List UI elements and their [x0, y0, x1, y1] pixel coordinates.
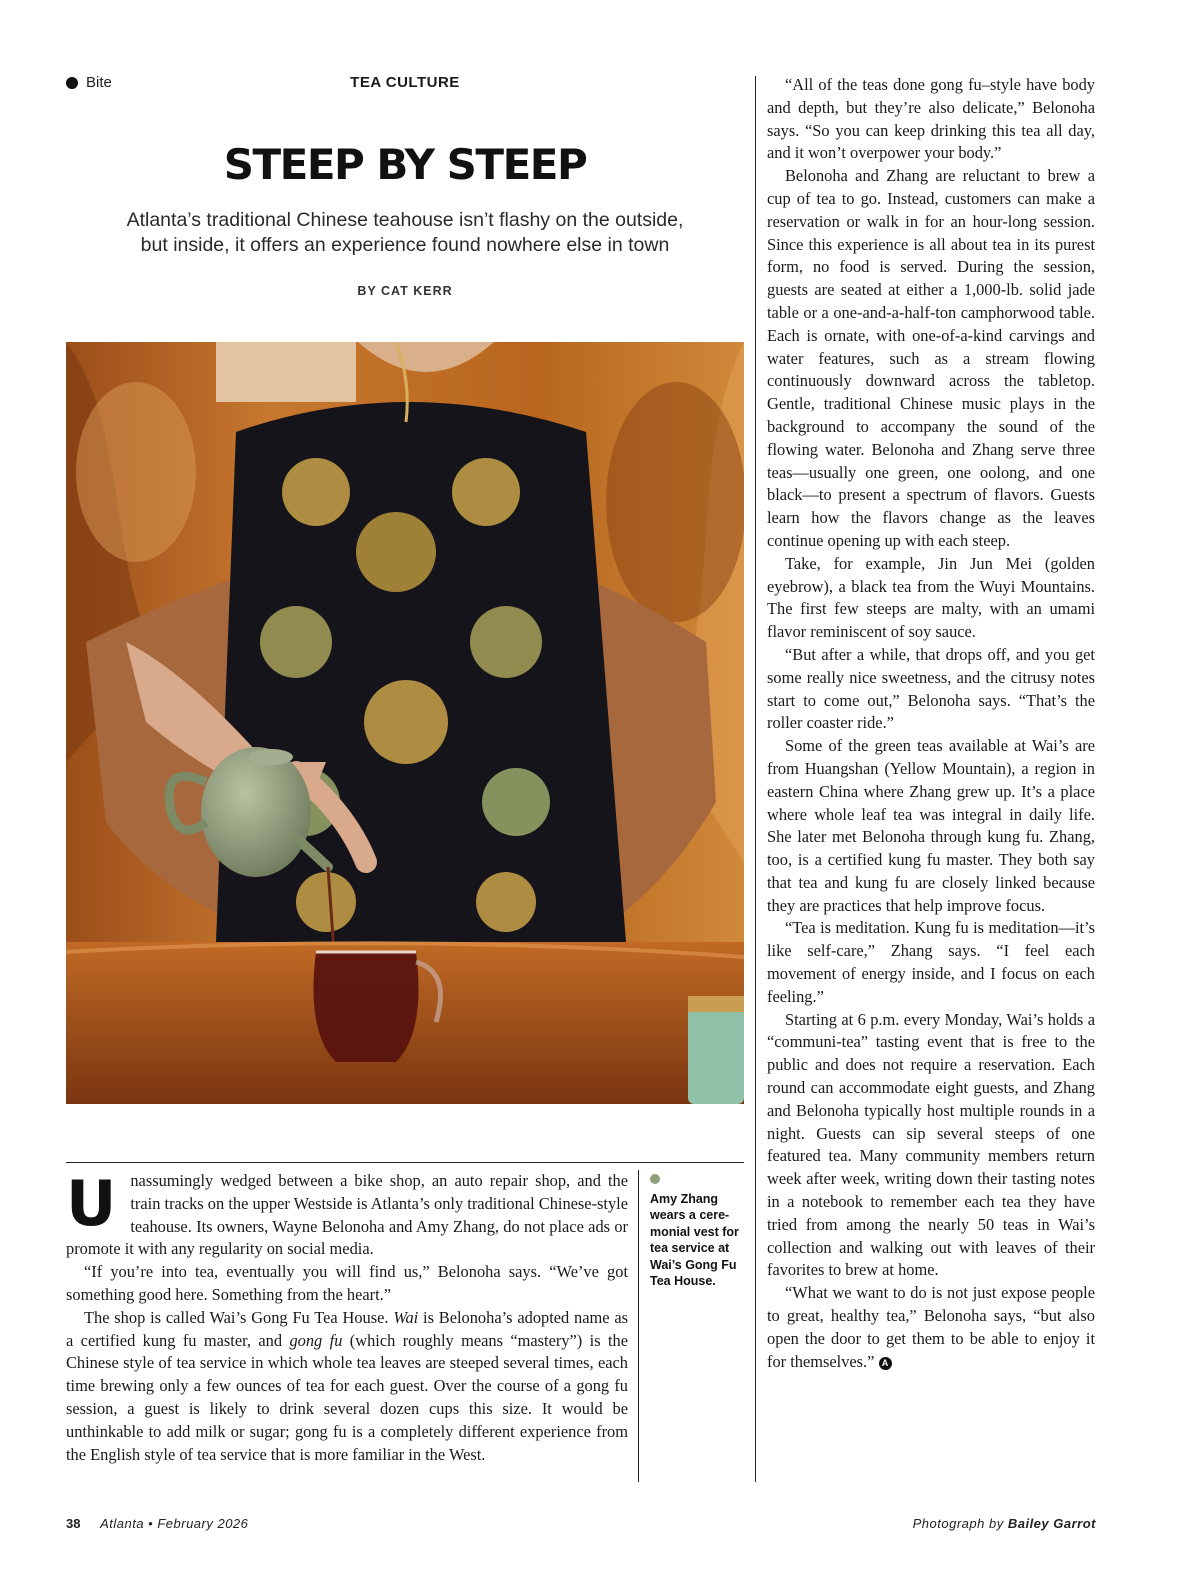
paragraph: The shop is called Wai’s Gong Fu Tea House. Wai is Belonoha’s adopted name as a certified kung fu master, and gong fu (which roughly means “mastery”) is the Chinese style of tea service in which whole tea leaves are steeped several times, each time brewing only a few ounces of tea for each guest. Over the course of a gong fu session, a guest is likely to drink several dozen cups this size. It would be unthinkable to add milk or sugar; gong fu is a completely different experience from the English style of tea service that is more familiar in the West.	[66, 1307, 629, 1464]
paragraph: “All of the teas done gong fu–style have body and depth, but they’re also delicate,” Belonoha says. “So you can keep drinking this tea all day, and it won’t overpower your body.”	[767, 75, 1095, 163]
photographer-name: Bailey Garrot	[1007, 1516, 1096, 1531]
paragraph: “But after a while, that drops off, and you get some really nice sweetness, and the citrusy notes start to come out,” Belonoha says. “That’s the roller coaster ride.”	[767, 644, 1095, 733]
paragraph: Take, for example, Jin Jun Mei (golden eyebrow), a black tea from the Wuyi Mountains. The first few steeps are malty, with an umami flavor reminiscent of soy sauce.	[767, 553, 1095, 642]
page-number: 38	[66, 1516, 81, 1531]
publication-date: Atlanta • February 2026	[100, 1516, 249, 1531]
end-mark-icon: A	[879, 1357, 892, 1370]
paragraph: Belonoha and Zhang are reluctant to brew a cup of tea to go. Instead, customers can make a reservation or walk in for an hour-long session. Since this experience is all about tea in its purest form, no food is served. During the session, guests are seated at either a 1,000-lb. solid jade table or a one-and-a-half-ton camphorwood table. Each is ornate, with one-of-a-kind carvings and water features, such as a stream flowing continuously downward across the tabletop. Gentle, traditional Chinese music plays in the background to accompany the sound of the flowing water. Belonoha and Zhang serve three teas—usually one green, one oolong, and one black—to present a spectrum of flavors. Guests learn how the flavors change as the leaves continue opening up with each steep.	[767, 166, 1095, 550]
dek	[66, 208, 744, 258]
photo-credit: Photograph by Bailey Garrot	[912, 1516, 1096, 1531]
dek-line: Atlanta’s traditional Chinese teahouse isn’t flashy on the outside,	[126, 209, 684, 231]
dek-line: but inside, it offers an experience found nowhere else in town	[140, 234, 670, 256]
article-body-right	[767, 74, 1095, 1373]
paragraph: “If you’re into tea, eventually you will find us,” Belonoha says. “We’ve got something good here. Something from the heart.”	[66, 1262, 628, 1304]
section-label: Bite	[86, 74, 112, 91]
caption-text: Amy Zhang wears a cere-monial vest for tea service at Wai’s Gong Fu Tea House.	[650, 1192, 739, 1289]
column-divider	[755, 76, 756, 1482]
tea-pouring-photo	[66, 342, 744, 1104]
folio	[66, 1516, 248, 1531]
article-body-left	[66, 1167, 629, 1466]
paragraph: Unassumingly wedged between a bike shop, an auto repair shop, and the train tracks on the upper Westside is Atlanta’s only traditional Chinese-style teahouse. Its owners, Wayne Belonoha and Amy Zhang, do not place ads or promote it with any regularity on social media.	[66, 1167, 628, 1259]
photo-caption	[650, 1174, 746, 1289]
drop-cap: U	[66, 1167, 117, 1240]
section-rule	[66, 1162, 744, 1163]
paragraph: “Tea is meditation. Kung fu is meditation—it’s like self-care,” Zhang says. “I feel each movement of energy inside, and I focus on each feeling.”	[767, 918, 1095, 1006]
kicker: TEA CULTURE	[350, 74, 460, 91]
paragraph: “What we want to do is not just expose people to great, healthy tea,” Belonoha says, “but also open the door to get them to be able to enjoy it for themselves.” A	[767, 1283, 1095, 1371]
paragraph: Starting at 6 p.m. every Monday, Wai’s holds a “communi-tea” tasting event that is free to the public and does not require a reservation. Each round can accommodate eight guests, and Zhang and Belonoha typically host multiple rounds in a night. Guests can sip several steeps of one featured tea. Many community members return week after week, writing down their tasting notes in a notebook to remember each tea they have tried from among the nearly 50 teas in Wai’s collection and walking out with leaves of their favorites to brew at home.	[767, 1009, 1095, 1280]
headline: STEEP BY STEEP	[223, 140, 587, 189]
caption-divider	[638, 1170, 639, 1482]
caption-bullet-icon	[650, 1174, 660, 1184]
paragraph: Some of the green teas available at Wai’s are from Huangshan (Yellow Mountain), a region in eastern China where Zhang grew up. It’s a place where whole leaf tea was integral in daily life. She later met Belonoha through kung fu. Zhang, too, is a certified kung fu master. They both say that tea and kung fu are closely linked because they are practices that help improve focus.	[767, 736, 1095, 915]
byline: BY CAT KERR	[357, 284, 453, 298]
